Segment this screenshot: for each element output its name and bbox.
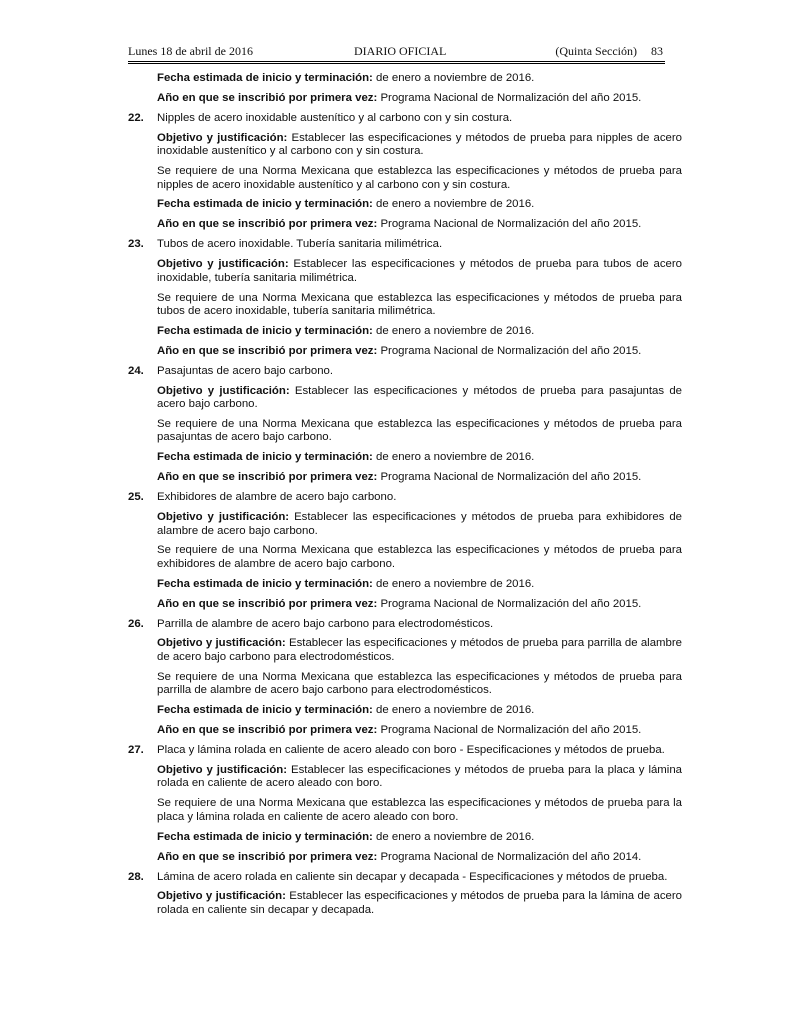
fecha-value: de enero a noviembre de 2016. xyxy=(376,324,535,337)
ano-value: Programa Nacional de Normalización del año 2015. xyxy=(380,597,642,610)
fecha-value: de enero a noviembre de 2016. xyxy=(376,198,535,211)
requiere-paragraph: Se requiere de una Norma Mexicana que establezca las especificaciones y métodos de prueba para tubos de acero inoxidable, tubería sanitaria milimétrica. xyxy=(157,291,682,318)
objetivo-text: Establecer las especificaciones y métodos de prueba para la placa y lámina rolada en caliente de acero aleado con boro. xyxy=(157,763,683,790)
fecha-label: Fecha estimada de inicio y terminación: xyxy=(157,577,373,590)
ano-label: Año en que se inscribió por primera vez: xyxy=(157,91,378,104)
requiere-paragraph: Se requiere de una Norma Mexicana que establezca las especificaciones y métodos de prueba para la placa y lámina rolada en caliente de acero aleado con boro. xyxy=(157,797,682,823)
list-item xyxy=(128,618,682,632)
fecha-label: Fecha estimada de inicio y terminación: xyxy=(157,72,373,84)
item-title: Nipples de acero inoxidable austenítico y al carbono con y sin costura. xyxy=(157,111,513,124)
item-title: Tubos de acero inoxidable. Tubería sanitaria milimétrica. xyxy=(157,238,443,251)
requiere-paragraph: Se requiere de una Norma Mexicana que establezca las especificaciones y métodos de prueba para exhibidores de alambre de acero bajo carbono. xyxy=(157,544,682,570)
item-number: 25. xyxy=(128,491,144,504)
ano-value: Programa Nacional de Normalización del año 2014. xyxy=(380,850,642,863)
objetivo-text: Establecer las especificaciones y métodos de prueba para exhibidores de alambre de acero bajo carbono. xyxy=(157,511,683,537)
fecha-paragraph xyxy=(157,451,682,465)
fecha-value: de enero a noviembre de 2016. xyxy=(376,72,535,84)
ano-paragraph xyxy=(157,218,682,232)
item-number: 22. xyxy=(128,111,144,124)
page-header xyxy=(128,44,665,61)
ano-value: Programa Nacional de Normalización del año 2015. xyxy=(380,91,642,104)
ano-label: Año en que se inscribió por primera vez: xyxy=(157,344,378,357)
requiere-paragraph: Se requiere de una Norma Mexicana que establezca las especificaciones y métodos de prueba para nipples de acero inoxidable austenítico y al carbono con y sin costura. xyxy=(157,165,682,191)
fecha-label: Fecha estimada de inicio y terminación: xyxy=(157,324,373,337)
item-number: 24. xyxy=(128,364,144,377)
header-rule xyxy=(128,61,665,62)
ano-value: Programa Nacional de Normalización del año 2015. xyxy=(380,344,642,357)
objetivo-paragraph xyxy=(157,511,682,538)
item-title: Exhibidores de alambre de acero bajo carbono. xyxy=(157,491,397,504)
ano-label: Año en que se inscribió por primera vez: xyxy=(157,850,378,863)
objetivo-paragraph xyxy=(157,132,682,159)
ano-paragraph xyxy=(157,471,682,485)
document-body xyxy=(128,72,682,924)
objetivo-paragraph xyxy=(157,637,682,664)
ano-value: Programa Nacional de Normalización del año 2015. xyxy=(380,724,642,737)
list-item xyxy=(128,871,682,885)
header-date: Lunes 18 de abril de 2016 xyxy=(128,44,253,58)
fecha-label: Fecha estimada de inicio y terminación: xyxy=(157,830,373,843)
lead-ano-paragraph xyxy=(157,92,682,106)
objetivo-paragraph xyxy=(157,764,682,791)
item-number: 26. xyxy=(128,617,144,630)
item-number: 23. xyxy=(128,238,144,251)
list-item xyxy=(128,238,682,252)
fecha-value: de enero a noviembre de 2016. xyxy=(376,577,535,590)
item-title: Placa y lámina rolada en caliente de acero aleado con boro - Especificaciones y métodos de prueba. xyxy=(157,744,665,757)
objetivo-label: Objetivo y justificación: xyxy=(157,890,286,903)
fecha-value: de enero a noviembre de 2016. xyxy=(376,704,535,717)
objetivo-text: Establecer las especificaciones y métodos de prueba para parrilla de alambre de acero bajo carbono para electrodomésticos. xyxy=(157,637,682,663)
objetivo-text: Establecer las especificaciones y métodos de prueba para nipples de acero inoxidable austenítico y al carbono con y sin costura. xyxy=(157,131,683,158)
objetivo-paragraph xyxy=(157,385,682,412)
header-title: DIARIO OFICIAL xyxy=(354,44,447,58)
ano-label: Año en que se inscribió por primera vez: xyxy=(157,724,378,737)
fecha-paragraph xyxy=(157,325,682,339)
ano-paragraph xyxy=(157,598,682,612)
list-item xyxy=(128,744,682,758)
ano-label: Año en que se inscribió por primera vez: xyxy=(157,218,378,231)
ano-value: Programa Nacional de Normalización del año 2015. xyxy=(380,471,642,484)
objetivo-label: Objetivo y justificación: xyxy=(157,384,290,397)
fecha-value: de enero a noviembre de 2016. xyxy=(376,830,535,843)
list-item xyxy=(128,491,682,505)
objetivo-label: Objetivo y justificación: xyxy=(157,131,288,144)
objetivo-label: Objetivo y justificación: xyxy=(157,763,288,776)
objetivo-text: Establecer las especificaciones y métodos de prueba para pasajuntas de acero bajo carbono. xyxy=(157,384,682,411)
objetivo-label: Objetivo y justificación: xyxy=(157,511,290,524)
fecha-paragraph xyxy=(157,578,682,592)
fecha-label: Fecha estimada de inicio y terminación: xyxy=(157,704,373,717)
ano-label: Año en que se inscribió por primera vez: xyxy=(157,597,378,610)
fecha-value: de enero a noviembre de 2016. xyxy=(376,451,535,464)
header-rule xyxy=(128,63,665,64)
item-number: 27. xyxy=(128,744,144,757)
ano-paragraph xyxy=(157,851,682,865)
fecha-paragraph xyxy=(157,198,682,212)
fecha-paragraph xyxy=(157,831,682,845)
list-item xyxy=(128,365,682,379)
objetivo-text: Establecer las especificaciones y métodos de prueba para la lámina de acero rolada en caliente sin decapar y decapada. xyxy=(157,890,683,916)
item-title: Pasajuntas de acero bajo carbono. xyxy=(157,364,334,377)
objetivo-text: Establecer las especificaciones y métodos de prueba para tubos de acero inoxidable, tubería sanitaria milimétrica. xyxy=(157,258,682,284)
objetivo-paragraph xyxy=(157,890,682,917)
item-title: Parrilla de alambre de acero bajo carbono para electrodomésticos. xyxy=(157,617,494,630)
ano-paragraph xyxy=(157,724,682,738)
header-page-number: 83 xyxy=(651,44,663,58)
ano-label: Año en que se inscribió por primera vez: xyxy=(157,471,378,484)
objetivo-label: Objetivo y justificación: xyxy=(157,637,286,650)
fecha-label: Fecha estimada de inicio y terminación: xyxy=(157,198,373,211)
list-item xyxy=(128,112,682,126)
header-section: (Quinta Sección) xyxy=(555,44,637,58)
ano-paragraph xyxy=(157,345,682,359)
objetivo-label: Objetivo y justificación: xyxy=(157,258,289,271)
objetivo-paragraph xyxy=(157,258,682,285)
requiere-paragraph: Se requiere de una Norma Mexicana que establezca las especificaciones y métodos de prueba para pasajuntas de acero bajo carbono. xyxy=(157,417,682,444)
item-title: Lámina de acero rolada en caliente sin decapar y decapada - Especificaciones y métodos de prueba. xyxy=(157,870,668,883)
fecha-label: Fecha estimada de inicio y terminación: xyxy=(157,451,373,464)
requiere-paragraph: Se requiere de una Norma Mexicana que establezca las especificaciones y métodos de prueba para parrilla de alambre de acero bajo carbono para electrodomésticos. xyxy=(157,670,682,697)
lead-fecha-paragraph xyxy=(157,72,682,86)
item-number: 28. xyxy=(128,870,144,883)
ano-value: Programa Nacional de Normalización del año 2015. xyxy=(380,218,642,231)
fecha-paragraph xyxy=(157,704,682,718)
